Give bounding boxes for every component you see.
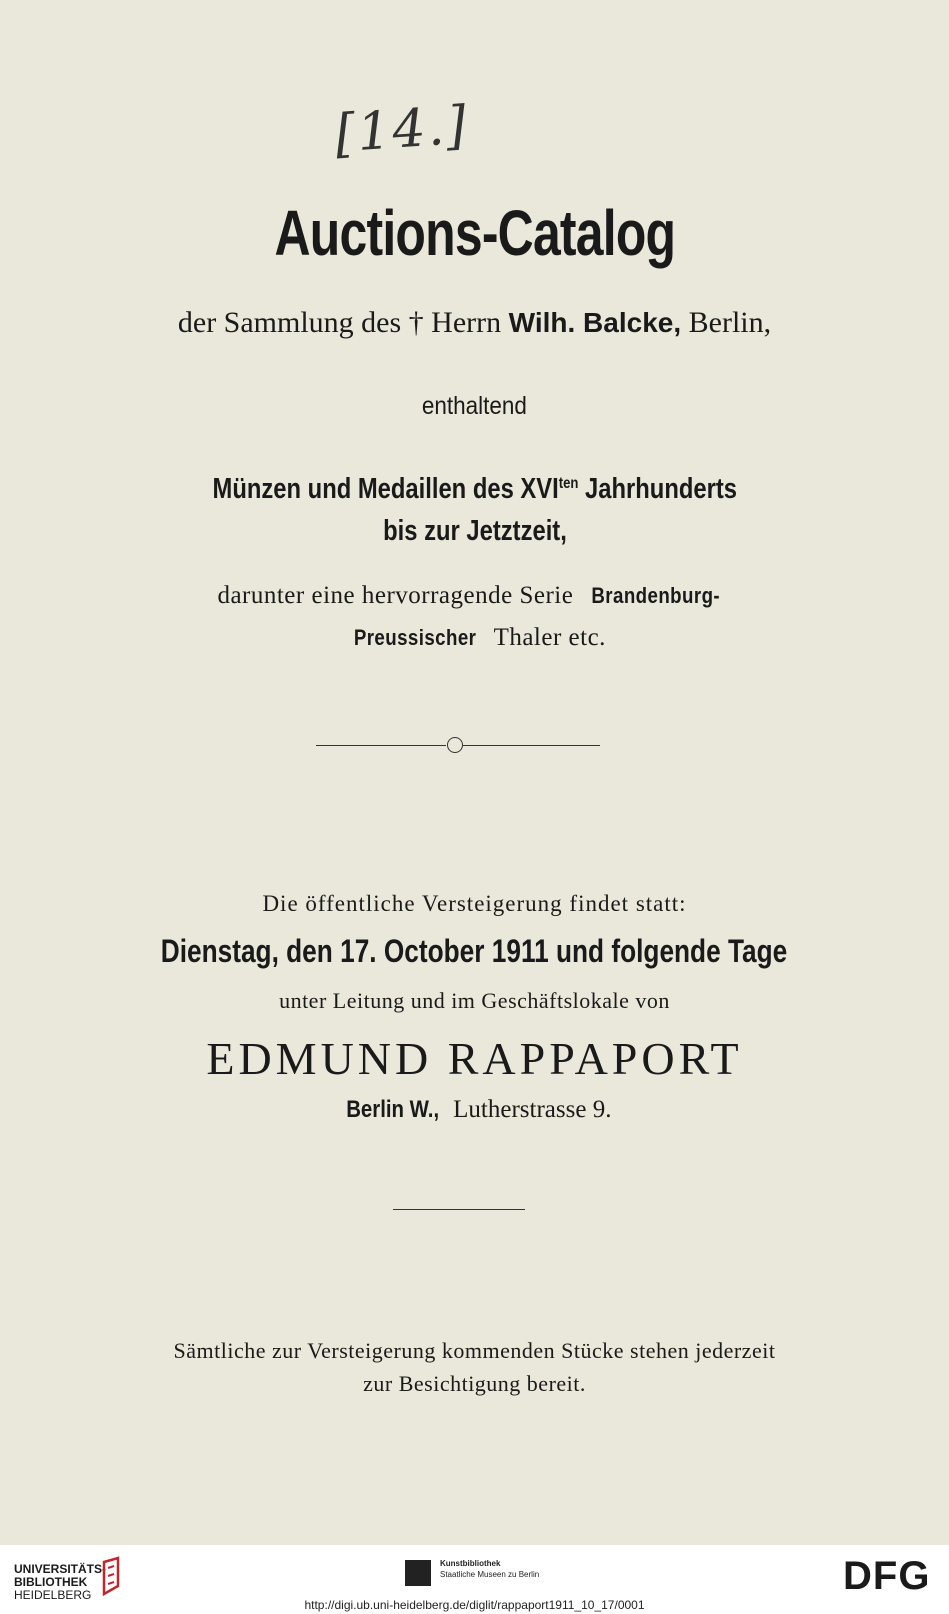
highlight-line-1: darunter eine hervorragende Serie Brandenburg- xyxy=(217,582,721,609)
handwritten-note: [14.] xyxy=(333,95,471,165)
auction-firm: EDMUND RAPPAPORT xyxy=(206,1033,743,1084)
divider-right xyxy=(463,745,600,746)
short-divider xyxy=(393,1209,525,1210)
auction-management: unter Leitung und im Geschäftslokale von xyxy=(279,988,670,1013)
divider-left xyxy=(316,745,446,746)
collection-city: Berlin, xyxy=(688,306,772,339)
flower-ornament-icon xyxy=(447,737,463,753)
viewing-line-2: zur Besichtigung bereit. xyxy=(363,1371,586,1396)
firm-address: Berlin W., Lutherstrasse 9. xyxy=(345,1096,612,1123)
subject-line-2: bis zur Jetztzeit, xyxy=(382,515,567,547)
auction-intro: Die öffentliche Versteigerung findet statt: xyxy=(262,891,687,916)
collection-line xyxy=(0,306,949,340)
ub-heidelberg-logo-icon xyxy=(100,1556,124,1596)
collector-name: Wilh. Balcke, xyxy=(508,307,682,338)
auction-date: Dienstag, den 17. October 1911 und folgende Tage xyxy=(161,933,788,969)
kunstbibliothek-logo-icon xyxy=(405,1560,431,1586)
ub-heidelberg-label: UNIVERSITÄTS- BIBLIOTHEK HEIDELBERG xyxy=(14,1562,107,1602)
collection-prefix: der Sammlung des † Herrn xyxy=(177,306,502,339)
viewing-line-1: Sämtliche zur Versteigerung kommenden Stücke stehen jederzeit xyxy=(173,1338,776,1363)
catalog-title: Auctions-Catalog xyxy=(274,197,675,269)
containing-label: enthaltend xyxy=(421,392,528,420)
highlight-line-2: Preussischer Thaler etc. xyxy=(353,624,606,651)
permalink-url[interactable]: http://digi.ub.uni-heidelberg.de/diglit/rappaport1911_10_17/0001 xyxy=(304,1598,645,1612)
subject-line-1: Münzen und Medaillen des $XVI^{ten}$ Jahrhunderts xyxy=(212,473,737,505)
dfg-logo: DFG xyxy=(843,1554,931,1598)
